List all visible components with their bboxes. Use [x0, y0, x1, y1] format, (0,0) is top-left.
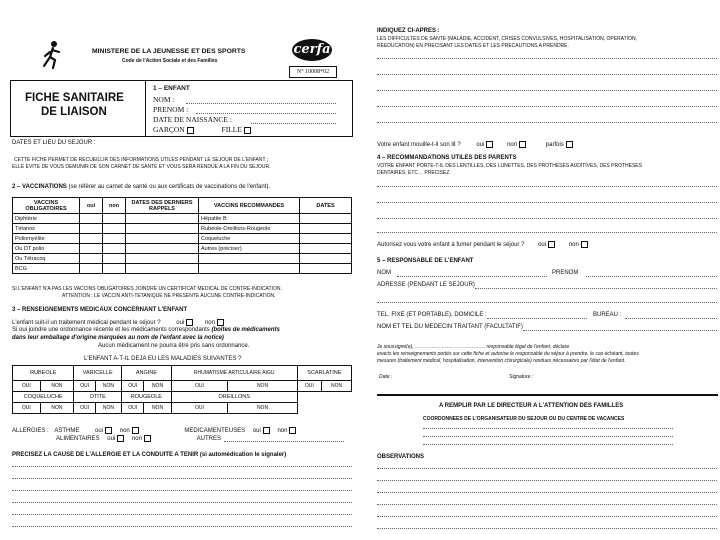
non-box[interactable]: NON — [322, 381, 352, 392]
empty-cell — [297, 403, 351, 414]
child-prenom-label: PRENOM : — [153, 105, 189, 114]
oui-box[interactable]: OUI — [13, 403, 41, 414]
vac-obligatoire: Ou DT polio — [13, 244, 80, 254]
vac-rappel-cell[interactable] — [126, 264, 199, 274]
resp-medecin-field[interactable] — [523, 330, 717, 331]
vac-oui-cell[interactable] — [80, 254, 103, 264]
declaration-line2: exacts les renseignements portés sur cette fiche et autorise le responsable du séjour à prendre, le cas échéant, toutes — [377, 351, 639, 357]
vac-obligatoire: Poliomyélite — [13, 234, 80, 244]
illness-name: OREILLONS — [171, 392, 297, 403]
coords-label: COORDONNEES DE L'ORGANISATEUR DU SEJOUR OU DU CENTRE DE VACANCES — [423, 416, 625, 422]
vac-header-rappels: DATES DES DERNIERS RAPPELS — [126, 198, 199, 214]
medicamenteuses-label: MEDICAMENTEUSES — [184, 428, 246, 435]
vac-date-cell[interactable] — [300, 234, 352, 244]
vac-recommande: Rubéole-Oreillons-Rougeole — [199, 224, 300, 234]
table-row — [13, 254, 352, 264]
oui-box[interactable]: OUI — [13, 381, 41, 392]
vac-non-cell[interactable] — [103, 264, 126, 274]
child-birthdate-label: DATE DE NAISSANCE : — [153, 115, 232, 124]
garcon-label: GARÇON — [153, 125, 185, 134]
table-row — [13, 214, 352, 224]
vac-rappel-cell[interactable] — [126, 244, 199, 254]
treatment-question-text: L'enfant suit-il un traitement médical pendant le séjour ? — [12, 320, 161, 327]
child-prenom-field[interactable] — [196, 113, 336, 114]
form-title-line1: FICHE SANITAIRE — [25, 92, 124, 104]
vac-oui-cell[interactable] — [80, 224, 103, 234]
intro-line2: ELLE EVITE DE VOUS DEMUNIR DE SON CARNET DE SANTE ET VOUS SERA RENDUE A LA FIN DU SEJOUR. — [12, 164, 271, 170]
vac-recommande: Coqueluche — [199, 234, 300, 244]
treatment-oui-label: oui — [176, 320, 185, 327]
recos-heading: 4 – RECOMMANDATIONS UTILES DES PARENTS — [377, 155, 517, 161]
signature-label: Signature : — [509, 374, 534, 380]
vac-rappel-cell[interactable] — [126, 214, 199, 224]
medic-non-checkbox[interactable] — [289, 427, 296, 434]
treatment-non-checkbox[interactable] — [217, 319, 224, 326]
vac-header-oui: oui — [80, 198, 103, 214]
child-gender — [153, 125, 251, 134]
bedwet-parfois-label: parfois — [545, 142, 564, 149]
asthme-non-checkbox[interactable] — [132, 427, 139, 434]
medic-oui-checkbox[interactable] — [263, 427, 270, 434]
resp-tel-field[interactable] — [487, 318, 587, 319]
coords-line[interactable] — [423, 436, 673, 437]
smoke-non-label: non — [568, 242, 579, 249]
smoke-question — [377, 241, 588, 249]
oui-box[interactable]: OUI — [297, 381, 321, 392]
resp-heading: 5 – RESPONSABLE DE L'ENFANT — [377, 258, 474, 264]
child-heading: 1 – ENFANT — [153, 85, 190, 92]
cerfa-text: cerfa — [293, 42, 331, 57]
illness-name: RHUMATISME ARTICULAIRE AIGU — [171, 366, 297, 381]
allergy-line[interactable] — [12, 502, 352, 503]
child-nom-label: NOM : — [153, 95, 175, 104]
resp-adresse-field[interactable] — [475, 288, 717, 289]
ministry-code: Code de l'Action Sociale et des Familles — [122, 58, 218, 64]
vac-obligatoire: BCG — [13, 264, 80, 274]
oui-box[interactable]: OUI — [171, 403, 228, 414]
health-line[interactable] — [377, 58, 717, 59]
non-box[interactable]: NON — [228, 381, 297, 392]
vac-header-dates: DATES — [300, 198, 352, 214]
bedwet-oui-checkbox[interactable] — [486, 141, 493, 148]
resp-nom-label: NOM — [377, 270, 391, 276]
non-box[interactable]: NON — [40, 381, 74, 392]
asthme-oui-checkbox[interactable] — [105, 427, 112, 434]
observations-label: OBSERVATIONS — [377, 454, 425, 460]
illness-question: L'ENFANT A-T-IL DEJA EU LES MALADIES SUIVANTES ? — [84, 356, 242, 362]
director-heading: A REMPLIR PAR LE DIRECTEUR A L'ATTENTION DES FAMILLES — [439, 403, 624, 409]
fille-checkbox[interactable] — [244, 127, 251, 134]
table-row — [13, 234, 352, 244]
non-box[interactable]: NON — [40, 403, 74, 414]
treatment-question — [12, 319, 224, 327]
vac-oui-cell[interactable] — [80, 264, 103, 274]
autres-label: AUTRES — [196, 436, 221, 443]
ordonnance-text: Si oui joindre une ordonnance récente et les médicaments correspondants — [12, 327, 210, 333]
bedwet-text: Votre enfant mouille-t-il son lit ? — [377, 142, 461, 149]
oui-box[interactable]: OUI — [171, 381, 228, 392]
smoke-text: Autorisez vous votre enfant à fumer pendant le séjour ? — [377, 242, 525, 249]
alimentaires-label: ALIMENTAIRES — [56, 436, 100, 443]
child-birthdate-field[interactable] — [251, 123, 336, 124]
observations-line[interactable] — [377, 528, 717, 529]
declaration-line3: mesures (traitement médical, hospitalisation, intervention chirurgicale) rendues nécessaires par l'état de l'enfant. — [377, 358, 626, 364]
non-box[interactable]: NON — [144, 381, 171, 392]
health-line[interactable] — [377, 122, 717, 123]
vac-date-cell[interactable] — [300, 244, 352, 254]
vac-oui-cell[interactable] — [80, 214, 103, 224]
ministry-logo-icon — [40, 40, 64, 70]
illness-names-row1 — [13, 366, 352, 381]
vac-header-recommandes: VACCINS RECOMMANDES — [199, 198, 300, 214]
bedwet-parfois-checkbox[interactable] — [566, 141, 573, 148]
indiquez-line2: REEDUCATION) EN PRECISANT LES DATES ET LES PRECAUTIONS A PRENDRE. — [377, 43, 569, 49]
vac-non-cell[interactable] — [103, 254, 126, 264]
vac-recommande — [199, 264, 300, 274]
table-row — [13, 264, 352, 274]
intro-line1: CETTE FICHE PERMET DE RECUEILLIR DES INFORMATIONS UTILES PENDANT LE SEJOUR DE L'ENFANT ; — [14, 157, 269, 163]
vaccination-table — [12, 197, 352, 274]
coords-line[interactable] — [423, 444, 673, 445]
resp-adresse-field2[interactable] — [377, 302, 717, 303]
vac-non-cell[interactable] — [103, 244, 126, 254]
allergies-label: ALLERGIES : — [12, 428, 49, 435]
observations-line[interactable] — [377, 492, 717, 493]
autres-field[interactable] — [224, 441, 344, 442]
allergy-line[interactable] — [12, 466, 352, 467]
coords-line[interactable] — [423, 428, 673, 429]
no-medicine-note: Aucun médicament ne pourra être pris sans ordonnance. — [98, 343, 250, 349]
form-title-line2: DE LIAISON — [41, 106, 107, 118]
ministry-title: MINISTERE DE LA JEUNESSE ET DES SPORTS — [92, 48, 246, 55]
alim-non-label: non — [131, 436, 142, 443]
dates-label: DATES ET LIEU DU SEJOUR : — [12, 140, 96, 146]
treatment-non-label: non — [204, 320, 215, 327]
vac-date-cell[interactable] — [300, 214, 352, 224]
vac-obligatoire: Ou Tétracoq — [13, 254, 80, 264]
fille-label: FILLE — [221, 125, 242, 134]
empty-cell — [297, 392, 351, 403]
cerfa-logo — [292, 39, 332, 61]
oui-box[interactable]: OUI — [74, 381, 95, 392]
table-row — [13, 224, 352, 234]
recos-line[interactable] — [377, 202, 717, 203]
indiquez-heading: INDIQUEZ CI-APRES : — [377, 28, 440, 34]
observations-line[interactable] — [377, 468, 717, 469]
alim-oui-checkbox[interactable] — [117, 435, 124, 442]
allergies-line2 — [56, 435, 221, 443]
vac-date-cell[interactable] — [300, 224, 352, 234]
resp-bureau-field[interactable] — [625, 318, 717, 319]
illness-name: RUBEOLE — [13, 366, 74, 381]
resp-bureau-label: BUREAU : — [593, 312, 622, 318]
observations-line[interactable] — [377, 516, 717, 517]
allergy-line[interactable] — [12, 514, 352, 515]
resp-prenom-label: PRENOM — [552, 270, 579, 276]
vaccinations-title: 2 – VACCINATIONS — [12, 184, 67, 190]
asthme-label: ASTHME — [54, 428, 80, 435]
bedwet-non-label: non — [507, 142, 518, 149]
illness-name: SCARLATINE — [297, 366, 351, 381]
illness-name: COQUELUCHE — [13, 392, 74, 403]
bedwet-question — [377, 141, 573, 149]
smoke-non-checkbox[interactable] — [581, 241, 588, 248]
vac-obligatoire: Diphtérie — [13, 214, 80, 224]
oui-box[interactable]: OUI — [122, 381, 144, 392]
garcon-checkbox[interactable] — [187, 127, 194, 134]
date-label: Date : — [379, 374, 393, 380]
vac-header-obligatoires: VACCINS OBLIGATOIRES — [13, 198, 80, 214]
vac-recommande: Autres (préciser) — [199, 244, 300, 254]
ordonnance-boxes: (boîtes de médicaments — [211, 327, 280, 333]
asthme-oui-label: oui — [95, 428, 104, 435]
vac-rappel-cell[interactable] — [126, 234, 199, 244]
asthme-non-label: non — [119, 428, 130, 435]
recos-line2: DENTAIRES, ETC… PRECISEZ. — [377, 170, 451, 176]
declaration-line1: Je soussigné(e), …………………………………… responsable légal de l'enfant, déclare — [377, 344, 570, 350]
child-nom-field[interactable] — [186, 103, 336, 104]
indiquez-line1: LES DIFFICULTES DE SANTE (MALADIE, ACCIDENT, CRISES CONVULSIVES, HOSPITALISATION, OPERATION, — [377, 36, 637, 42]
vac-obligatoire: Tétanos — [13, 224, 80, 234]
non-box[interactable]: NON — [228, 403, 297, 414]
vac-date-cell[interactable] — [300, 264, 352, 274]
bedwet-non-checkbox[interactable] — [519, 141, 526, 148]
smoke-oui-checkbox[interactable] — [548, 241, 555, 248]
vac-rappel-cell[interactable] — [126, 224, 199, 234]
allergy-line[interactable] — [12, 526, 352, 527]
alim-oui-label: oui — [107, 436, 116, 443]
vac-date-cell[interactable] — [300, 254, 352, 264]
vaccination-header-row — [13, 198, 352, 214]
illness-name: VARICELLE — [74, 366, 122, 381]
form-number: N° 10008*02 — [289, 66, 337, 78]
vac-rappel-cell[interactable] — [126, 254, 199, 264]
resp-adresse-label: ADRESSE (PENDANT LE SEJOUR) — [377, 282, 475, 288]
ordonnance-line1 — [12, 327, 280, 334]
vac-non-cell[interactable] — [103, 214, 126, 224]
vac-oui-cell[interactable] — [80, 244, 103, 254]
observations-line[interactable] — [377, 480, 717, 481]
allergy-line[interactable] — [12, 490, 352, 491]
illness-name: ANGINE — [122, 366, 172, 381]
vac-recommande — [199, 254, 300, 264]
vac-header-non: non — [103, 198, 126, 214]
medic-non-label: non — [277, 428, 288, 435]
vaccination-note1: SI L'ENFANT N'A PAS LES VACCINS OBLIGATOIRES JOINDRE UN CERTIFICAT MEDICAL DE CONTRE-INDICATION. — [12, 286, 282, 292]
recos-line[interactable] — [377, 218, 717, 219]
allergy-cause-text: PRECISEZ LA CAUSE DE L'ALLERGIE ET LA CONDUITE A TENIR — [12, 452, 199, 458]
vaccinations-note: (se référer au carnet de santé ou aux certificats de vaccinations de l'enfant). — [68, 184, 271, 190]
vaccination-note2: ATTENTION : LE VACCIN ANTI-TETANIQUE NE PRESENTE AUCUNE CONTRE-INDICATION. — [62, 293, 276, 299]
allergy-cause — [12, 452, 286, 459]
allergy-line[interactable] — [12, 478, 352, 479]
resp-nom-field[interactable] — [397, 276, 547, 277]
illness-answers-row2 — [13, 403, 352, 414]
treatment-oui-checkbox[interactable] — [186, 319, 193, 326]
medical-heading: 3 – RENSEIGNEMENTS MEDICAUX CONCERNANT L'ENFANT — [12, 307, 188, 313]
vaccinations-heading — [12, 184, 270, 191]
right-page — [363, 0, 720, 540]
illness-name: OTITE — [74, 392, 122, 403]
medic-oui-label: oui — [252, 428, 261, 435]
resp-medecin-label: NOM ET TEL DU MEDECIN TRAITANT (FACULTATIF) — [377, 324, 523, 330]
identity-divider — [145, 81, 146, 136]
table-row — [13, 244, 352, 254]
oui-box[interactable]: OUI — [122, 403, 144, 414]
vac-non-cell[interactable] — [103, 224, 126, 234]
recos-line1: VOTRE ENFANT PORTE-T-IL DES LENTILLES, DES LUNETTES, DES PROTHESES AUDITIVES, DES PROTHESES — [377, 163, 642, 169]
recos-line[interactable] — [377, 186, 717, 187]
recos-line[interactable] — [377, 232, 717, 233]
bedwet-oui-label: oui — [476, 142, 485, 149]
vac-oui-cell[interactable] — [80, 234, 103, 244]
allergy-cause-note: (si automédication le signaler) — [199, 452, 287, 458]
illness-name: ROUGEOLE — [122, 392, 172, 403]
illness-table — [12, 365, 352, 414]
non-box[interactable]: NON — [95, 403, 121, 414]
health-line[interactable] — [377, 74, 717, 75]
non-box[interactable]: NON — [144, 403, 171, 414]
resp-prenom-field[interactable] — [586, 276, 717, 277]
alim-non-checkbox[interactable] — [144, 435, 151, 442]
left-page — [0, 0, 357, 540]
health-line[interactable] — [377, 106, 717, 107]
health-line[interactable] — [377, 90, 717, 91]
resp-tel-label: TEL. FIXE (ET PORTABLE), DOMICILE : — [377, 312, 487, 318]
vac-non-cell[interactable] — [103, 234, 126, 244]
vac-recommande: Hépatite B — [199, 214, 300, 224]
ordonnance-line2: dans leur emballage d'origine marquées au nom de l'enfant avec la notice) — [12, 335, 224, 341]
oui-box[interactable]: OUI — [74, 403, 95, 414]
identity-box — [10, 80, 353, 137]
allergies-line1 — [12, 427, 296, 435]
section-divider — [377, 394, 718, 396]
non-box[interactable]: NON — [95, 381, 121, 392]
observations-line[interactable] — [377, 504, 717, 505]
illness-names-row2 — [13, 392, 352, 403]
smoke-oui-label: oui — [538, 242, 547, 249]
illness-answers-row1 — [13, 381, 352, 392]
